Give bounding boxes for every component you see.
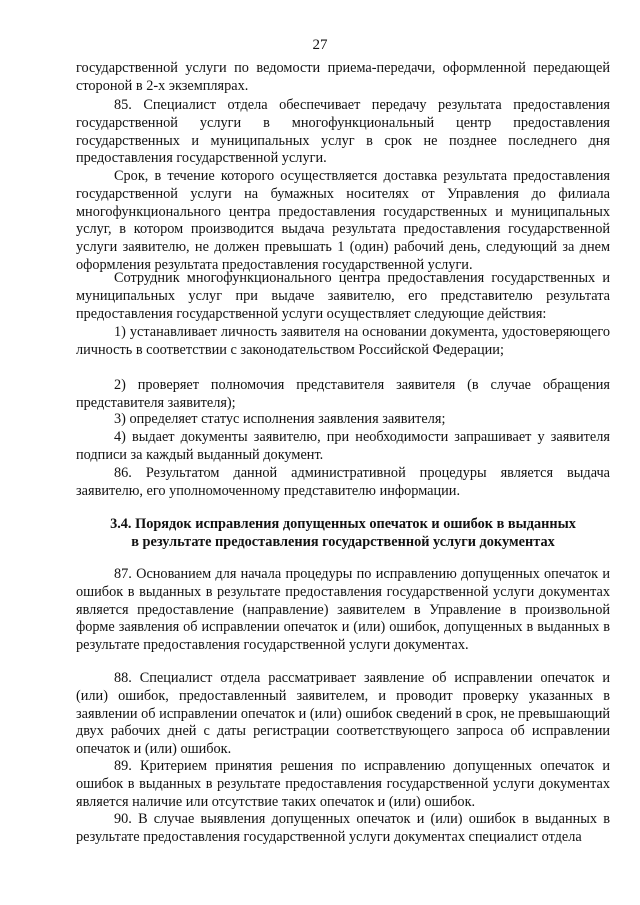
paragraph-86: 86. Результатом данной административной процедуры является выдача заявителю, его уполномоченному представителю информации. [76,465,610,499]
section-heading-line-1: 3.4. Порядок исправления допущенных опечаток и ошибок в выданных [110,516,576,532]
section-heading-line-2: в результате предоставления государственной услуги документах [131,534,555,550]
paragraph-delivery-term: Срок, в течение которого осуществляется доставка результата предоставления государственной услуги на бумажных носителях от Управления до филиала многофункционального центра предоставления государственных и муниципальных услуг, в котором производится выдача результата предоставления государственной услуги заявителю, не должен превышать 1 (один) рабочий день, следующий за днем оформления результата предоставления государственной услуги. [76,168,610,273]
paragraph-85: 85. Специалист отдела обеспечивает передачу результата предоставления государственной услуги в многофункциональный центр предоставления государственных и муниципальных услуг в срок не позднее последнего дня предоставления государственной услуги. [76,97,610,167]
paragraph-continuation: государственной услуги по ведомости приема-передачи, оформленной передающей стороной в 2-х экземплярах. [76,60,610,94]
paragraph-89: 89. Критерием принятия решения по исправлению допущенных опечаток и ошибок в выданных в результате предоставления государственной услуги документах является наличие или отсутствие таких опечаток и (или) ошибок. [76,758,610,810]
paragraph-90: 90. В случае выявления допущенных опечаток и (или) ошибок в выданных в результате предоставления государственной услуги документах специалист отдела [76,811,610,845]
paragraph-87: 87. Основанием для начала процедуры по исправлению допущенных опечаток и ошибок в выданных в результате предоставления государственной услуги документах является предоставление (направление) заявителем в Управление в произвольной форме заявления об исправлении опечаток и (или) ошибок, допущенных в выданных в результате предоставления государственной услуги документах. [76,566,610,654]
page-number: 27 [312,37,328,53]
paragraph-mfc-employee: Сотрудник многофункционального центра предоставления государственных и муниципальных услуг при выдаче заявителю, его представителю результата предоставления государственной услуги осуществляет следующие действия: [76,270,610,322]
list-item-3: 3) определяет статус исполнения заявления заявителя; [114,411,446,427]
list-item-4: 4) выдает документы заявителю, при необходимости запрашивает у заявителя подписи за каждый выданный документ. [76,429,610,463]
list-item-1: 1) устанавливает личность заявителя на основании документа, удостоверяющего личность в соответствии с законодательством Российской Федерации; [76,324,610,358]
list-item-2: 2) проверяет полномочия представителя заявителя (в случае обращения представителя заявителя); [76,377,610,411]
paragraph-88: 88. Специалист отдела рассматривает заявление об исправлении опечаток и (или) ошибок, предоставленный заявителем, и проводит проверку указанных в заявлении об исправлении опечаток и (или) ошибок сведений в срок, не превышающий двух рабочих дней с даты регистрации соответствующего запроса об исправлении опечаток и (или) ошибок. [76,670,610,758]
section-heading [76,515,610,551]
